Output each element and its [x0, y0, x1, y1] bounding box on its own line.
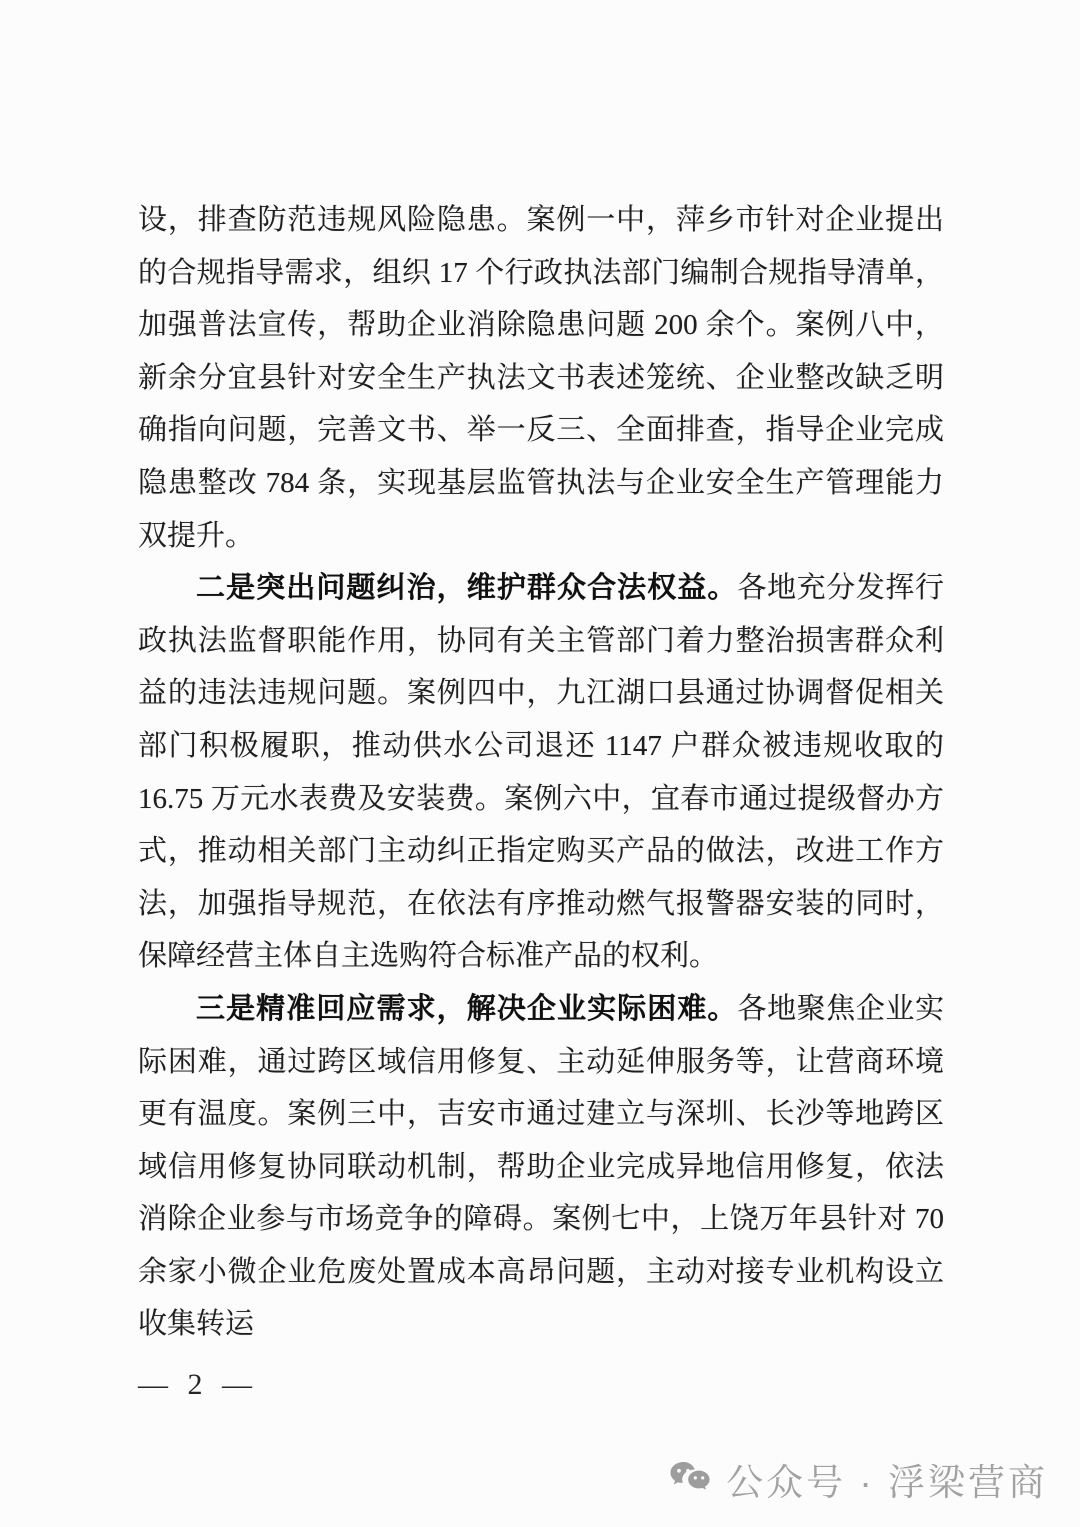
watermark-text: 公众号 · 浮梁营商 [726, 1462, 1048, 1503]
wechat-watermark [669, 1452, 1048, 1506]
paragraph-lead-bold: 三是精准回应需求，解决企业实际困难。 [196, 992, 738, 1025]
paragraph-text: 各地充分发挥行政执法监督职能作用，协同有关主管部门着力整治损害群众利益的违法违规问题。案例四中，九江湖口县通过协调督促相关部门积极履职，推动供水公司退还 1147 户群众被违规收取的 16.75 万元水表费及安装费。案例六中，宜春市通过提级督办方式，推动相关部门主动纠正指定购买产品的做法，改进工作方法，加强指导规范，在依法有序推动燃气报警器安装的同时，保障经营主体自主选购符合标准产品的权利。 [138, 572, 944, 973]
page-number: — 2 — [138, 1368, 254, 1401]
paragraph-lead-bold: 二是突出问题纠治，维护群众合法权益。 [196, 572, 738, 605]
paragraph-point-two [138, 562, 944, 983]
document-body [138, 194, 944, 1351]
paragraph-continuation [138, 194, 944, 562]
page-footer [138, 1368, 254, 1402]
wechat-icon [669, 1459, 711, 1499]
paragraph-text: 设，排查防范违规风险隐患。案例一中，萍乡市针对企业提出的合规指导需求，组织 17 个行政执法部门编制合规指导清单，加强普法宣传，帮助企业消除隐患问题 200 余个。案例八中，新余分宜县针对安全生产执法文书表述笼统、企业整改缺乏明确指向问题，完善文书、举一反三、全面排查，指导企业完成隐患整改 784 条，实现基层监管执法与企业安全生产管理能力双提升。 [138, 204, 944, 552]
paragraph-point-three [138, 983, 944, 1351]
paragraph-text: 各地聚焦企业实际困难，通过跨区域信用修复、主动延伸服务等，让营商环境更有温度。案例三中，吉安市通过建立与深圳、长沙等地跨区域信用修复协同联动机制，帮助企业完成异地信用修复，依法消除企业参与市场竞争的障碍。案例七中，上饶万年县针对 70 余家小微企业危废处置成本高昂问题，主动对接专业机构设立收集转运 [138, 992, 944, 1341]
